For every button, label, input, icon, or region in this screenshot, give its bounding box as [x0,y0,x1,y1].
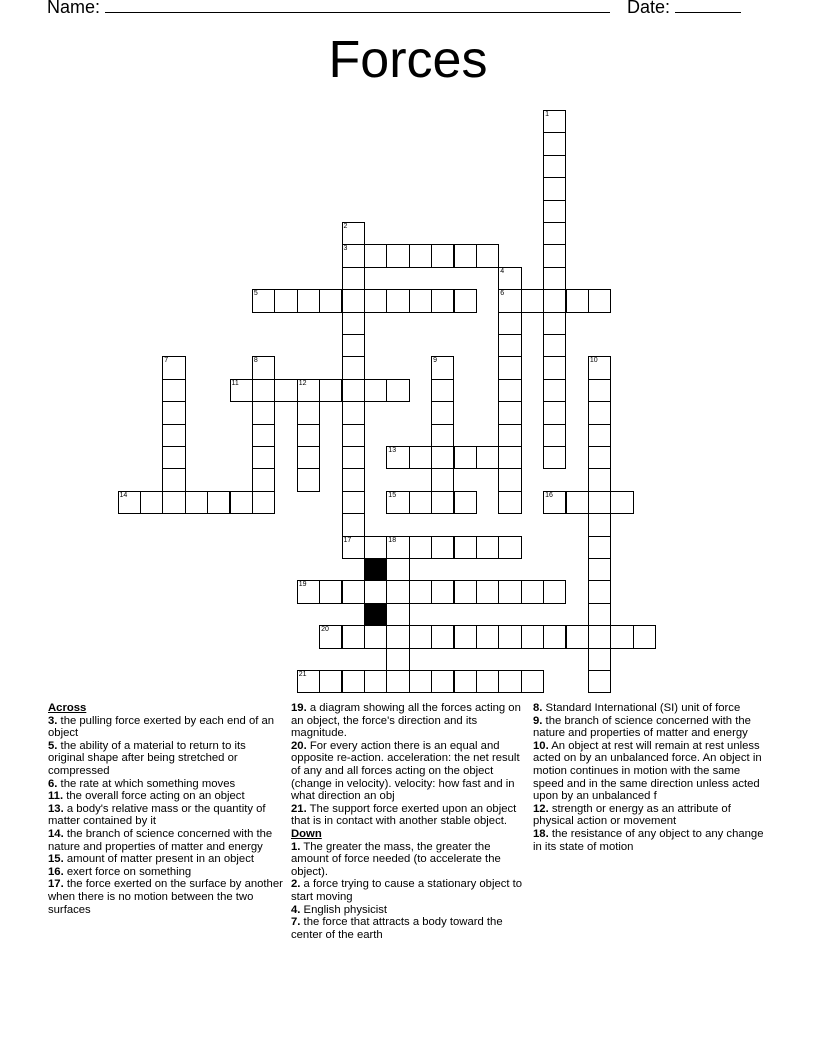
clue-item-text: English physicist [300,903,388,916]
crossword-cell[interactable] [543,625,566,648]
crossword-cell[interactable] [342,424,365,447]
crossword-cell[interactable] [498,356,521,379]
clue-item [533,803,769,828]
clue-number: 11 [231,379,239,387]
crossword-cell[interactable] [566,289,589,312]
clue-item [48,803,284,828]
crossword-cell[interactable] [342,379,365,402]
crossword-cell[interactable] [252,446,275,469]
crossword-cell[interactable] [498,312,521,335]
crossword-cell[interactable] [386,580,409,603]
crossword-cell[interactable] [476,580,499,603]
crossword-cell[interactable] [342,536,365,559]
name-field[interactable] [47,0,610,18]
crossword-cell[interactable] [162,491,185,514]
crossword-cell[interactable] [230,491,253,514]
crossword-cell[interactable] [431,244,454,267]
clue-item-number: 4. [291,903,301,916]
crossword-cell[interactable] [588,625,611,648]
clue-item-number: 8. [533,702,543,714]
crossword-cell[interactable] [252,356,275,379]
crossword-cell[interactable] [454,289,477,312]
crossword-cell[interactable] [297,379,320,402]
clue-item [291,878,527,903]
crossword-cell[interactable] [543,244,566,267]
crossword-cell[interactable] [588,670,611,693]
crossword-cell[interactable] [342,222,365,245]
crossword-cell[interactable] [498,625,521,648]
clue-item-number: 3. [48,714,58,727]
crossword-cell[interactable] [588,401,611,424]
crossword-cell[interactable] [454,670,477,693]
crossword-cell[interactable] [476,670,499,693]
crossword-cell[interactable] [543,491,566,514]
crossword-cell[interactable] [431,536,454,559]
crossword-cell[interactable] [409,289,432,312]
crossword-cell[interactable] [454,625,477,648]
crossword-cell[interactable] [386,625,409,648]
clue-item-number: 20. [291,739,307,752]
clue-number: 18 [388,536,397,544]
clue-item-text: exert force on something [63,865,192,878]
clue-item-number: 19. [291,702,307,714]
date-field[interactable] [627,0,741,18]
across-clue-list-continued [291,702,527,828]
crossword-cell[interactable] [409,491,432,514]
clue-item-number: 2. [291,878,301,891]
clue-number: 5 [253,290,258,298]
clue-item-text: Standard International (SI) unit of force [542,702,741,714]
crossword-cell[interactable] [543,424,566,447]
clue-item [48,790,284,803]
crossword-cell[interactable] [364,580,387,603]
crossword-cell[interactable] [319,670,342,693]
crossword-cell[interactable] [252,289,275,312]
down-clue-list [291,841,527,942]
crossword-cell[interactable] [342,289,365,312]
crossword-cell[interactable] [409,446,432,469]
clue-item-number: 10. [533,739,549,752]
crossword-cell[interactable] [588,446,611,469]
crossword-cell[interactable] [498,424,521,447]
crossword-cell[interactable] [543,155,566,178]
crossword-cell[interactable] [588,648,611,671]
crossword-cell[interactable] [364,670,387,693]
crossword-cell[interactable] [252,379,275,402]
crossword-cell[interactable] [498,379,521,402]
crossword-cell[interactable] [431,625,454,648]
clue-number: 1 [545,111,549,118]
clue-item-text: amount of matter present in an object [63,853,254,866]
crossword-cell[interactable] [610,625,633,648]
clue-item [291,803,527,828]
clue-number: 17 [343,536,352,544]
crossword-cell[interactable] [476,625,499,648]
crossword-cell[interactable] [543,446,566,469]
crossword-cell[interactable] [454,536,477,559]
crossword-cell[interactable] [498,289,521,312]
clue-item [291,740,527,803]
crossword-cell[interactable] [498,670,521,693]
crossword-cell[interactable] [454,244,477,267]
blocked-cell [364,603,387,626]
crossword-cell[interactable] [297,401,320,424]
date-label: Date: [627,0,671,17]
crossword-cell[interactable] [543,200,566,223]
clue-item-number: 11. [48,790,64,803]
crossword-cell[interactable] [409,670,432,693]
clue-number: 6 [500,290,505,298]
crossword-cell[interactable] [342,334,365,357]
crossword-cell[interactable] [454,580,477,603]
clue-item-number: 17. [48,878,64,891]
crossword-cell[interactable] [588,603,611,626]
clue-item-text: An object at rest will remain at rest unless acted on by an unbalanced force. An object in motion continues in motion with the same speed and in the same direction unless acted upon by an unbalanced f [533,739,762,803]
clues-column-1 [48,702,284,916]
clue-number: 19 [298,581,307,589]
crossword-cell[interactable] [588,536,611,559]
clue-item-text: a force trying to cause a stationary object to start moving [291,878,523,903]
clue-item-number: 14. [48,827,64,840]
crossword-cell[interactable] [162,446,185,469]
crossword-cell[interactable] [521,580,544,603]
crossword-cell[interactable] [431,401,454,424]
crossword-cell[interactable] [409,536,432,559]
crossword-cell[interactable] [431,491,454,514]
clue-item-number: 12. [533,802,549,815]
clue-number: 8 [253,357,258,365]
crossword-cell[interactable] [498,267,521,290]
clue-number: 3 [343,245,348,253]
clue-item-number: 13. [48,802,64,815]
crossword-cell[interactable] [543,110,566,133]
clue-item-number: 15. [48,853,64,866]
crossword-cell[interactable] [342,401,365,424]
crossword-cell[interactable] [162,468,185,491]
crossword-cell[interactable] [342,625,365,648]
crossword-cell[interactable] [162,356,185,379]
crossword-cell[interactable] [319,289,342,312]
crossword-cell[interactable] [498,580,521,603]
crossword-cell[interactable] [588,491,611,514]
crossword-cell[interactable] [342,356,365,379]
crossword-cell[interactable] [162,379,185,402]
clue-item [533,702,769,715]
clue-item [533,740,769,803]
crossword-cell[interactable] [185,491,208,514]
crossword-cell[interactable] [409,244,432,267]
crossword-cell[interactable] [633,625,656,648]
clues-column-2 [291,702,527,941]
clue-item-number: 9. [533,714,543,727]
crossword-cell[interactable] [588,468,611,491]
clue-item-text: a diagram showing all the forces acting on an object, the force's direction and its magnitude. [291,702,521,740]
crossword-cell[interactable] [476,536,499,559]
clue-item [291,702,527,740]
clue-item [291,841,527,879]
blocked-cell [364,558,387,581]
clue-number: 2 [343,223,348,230]
name-label: Name: [47,0,101,17]
crossword-cell[interactable] [297,580,320,603]
crossword-cell[interactable] [319,379,342,402]
crossword-cell[interactable] [588,558,611,581]
clue-number: 10 [589,357,598,365]
clues-column-3 [533,702,769,853]
clue-number: 4 [500,267,505,275]
clue-item-text: a body's relative mass or the quantity of matter contained by it [48,802,266,828]
clue-item-number: 5. [48,739,58,752]
crossword-cell[interactable] [431,379,454,402]
clue-item-text: the rate at which something moves [57,777,236,790]
crossword-cell[interactable] [342,267,365,290]
clue-item-text: the resistance of any object to any change in its state of motion [533,827,764,853]
crossword-cell[interactable] [566,625,589,648]
across-heading: Across [48,702,87,714]
crossword-cell[interactable] [230,379,253,402]
clue-item [291,916,527,941]
crossword-cell[interactable] [364,289,387,312]
crossword-cell[interactable] [409,580,432,603]
clue-item-text: the pulling force exerted by each end of an object [48,714,275,740]
crossword-cell[interactable] [364,625,387,648]
clue-number: 21 [298,671,307,678]
crossword-cell[interactable] [543,177,566,200]
crossword-cell[interactable] [543,222,566,245]
crossword-cell[interactable] [252,468,275,491]
clue-item-number: 21. [291,802,307,815]
clue-item [48,853,284,866]
clue-number: 9 [433,357,437,365]
crossword-cell[interactable] [140,491,163,514]
clue-number: 16 [545,491,553,499]
crossword-cell[interactable] [431,580,454,603]
crossword-cell[interactable] [543,334,566,357]
clue-item [48,740,284,778]
crossword-cell[interactable] [386,558,409,581]
crossword-cell[interactable] [498,334,521,357]
clue-item-number: 7. [291,916,301,929]
crossword-cell[interactable] [252,401,275,424]
crossword-cell[interactable] [431,670,454,693]
clue-item [48,866,284,879]
clue-number: 15 [388,491,397,499]
crossword-cell[interactable] [252,491,275,514]
crossword-cell[interactable] [297,670,320,693]
clue-item [48,778,284,791]
clue-number: 20 [321,626,329,634]
crossword-cell[interactable] [297,468,320,491]
clue-item-number: 18. [533,827,549,840]
crossword-cell[interactable] [342,580,365,603]
crossword-cell[interactable] [364,536,387,559]
crossword-cell[interactable] [566,491,589,514]
clue-item [48,828,284,853]
crossword-cell[interactable] [476,244,499,267]
crossword-cell[interactable] [386,244,409,267]
crossword-cell[interactable] [274,379,297,402]
crossword-cell[interactable] [543,580,566,603]
crossword-cell[interactable] [498,468,521,491]
crossword-cell[interactable] [386,536,409,559]
clue-item-number: 6. [48,777,58,790]
crossword-cell[interactable] [498,401,521,424]
crossword-cell[interactable] [476,446,499,469]
across-clue-list [48,715,284,917]
crossword-cell[interactable] [297,424,320,447]
crossword-cell[interactable] [297,289,320,312]
crossword-cell[interactable] [431,468,454,491]
name-blank-line[interactable] [105,0,610,13]
crossword-cell[interactable] [543,356,566,379]
clue-item [533,828,769,853]
crossword-cell[interactable] [342,244,365,267]
crossword-cell[interactable] [342,446,365,469]
clue-number: 13 [388,447,397,454]
crossword-cell[interactable] [431,446,454,469]
clue-number: 12 [298,379,307,387]
clue-number: 7 [164,357,169,365]
crossword-cell[interactable] [342,513,365,536]
crossword-cell[interactable] [543,379,566,402]
clue-item-text: The support force exerted upon an object that is in contact with another stable object. [291,802,517,828]
page-title: Forces [328,31,488,89]
down-heading: Down [291,827,322,840]
crossword-cell[interactable] [342,312,365,335]
clue-item-text: the force that attracts a body toward the center of the earth [291,916,503,941]
clue-item-text: For every action there is an equal and opposite re-action. acceleration: the net result of any and all forces acting on the object (change in velocity). velocity: how fast and in what direction an obj [291,739,520,803]
clue-item-text: the force exerted on the surface by another when there is no motion between the two surfaces [48,878,283,916]
crossword-cell[interactable] [409,625,432,648]
clue-item [291,904,527,917]
clue-item-text: The greater the mass, the greater the amount of force needed (to accelerate the object). [291,840,501,878]
crossword-cell[interactable] [162,401,185,424]
crossword-cell[interactable] [588,356,611,379]
crossword-cell[interactable] [274,289,297,312]
crossword-cell[interactable] [319,625,342,648]
crossword-cell[interactable] [543,401,566,424]
crossword-cell[interactable] [454,446,477,469]
date-blank-line[interactable] [675,0,741,13]
crossword-cell[interactable] [342,468,365,491]
crossword-cell[interactable] [386,603,409,626]
crossword-cell[interactable] [431,289,454,312]
crossword-cell[interactable] [498,491,521,514]
crossword-cell[interactable] [386,446,409,469]
clue-item-text: the branch of science concerned with the nature and properties of matter and energy [48,827,273,853]
clue-number: 14 [119,491,128,499]
crossword-cell[interactable] [386,648,409,671]
crossword-cell[interactable] [319,580,342,603]
crossword-cell[interactable] [521,289,544,312]
crossword-cell[interactable] [498,446,521,469]
clue-item-text: the ability of a material to return to its original shape after being stretched or compressed [48,739,246,777]
crossword-cell[interactable] [118,491,141,514]
crossword-cell[interactable] [543,312,566,335]
clue-item-number: 16. [48,865,64,878]
crossword-cell[interactable] [498,536,521,559]
crossword-cell[interactable] [297,446,320,469]
crossword-cell[interactable] [431,356,454,379]
crossword-cell[interactable] [252,424,275,447]
crossword-cell[interactable] [588,513,611,536]
clue-item [533,715,769,740]
clue-item [48,878,284,916]
crossword-cell[interactable] [386,379,409,402]
crossword-cell[interactable] [588,379,611,402]
clue-item-number: 1. [291,840,301,853]
crossword-cell[interactable] [364,244,387,267]
crossword-cell[interactable] [431,424,454,447]
clue-item [48,715,284,740]
crossword-cell[interactable] [364,379,387,402]
clue-item-text: the branch of science concerned with the nature and properties of matter and energy [533,714,751,740]
crossword-cell[interactable] [543,132,566,155]
crossword-cell[interactable] [588,580,611,603]
crossword-cell[interactable] [386,670,409,693]
crossword-cell[interactable] [543,267,566,290]
crossword-cell[interactable] [386,491,409,514]
crossword-cell[interactable] [521,625,544,648]
crossword-cell[interactable] [386,289,409,312]
crossword-cell[interactable] [162,424,185,447]
crossword-cell[interactable] [342,491,365,514]
crossword-cell[interactable] [207,491,230,514]
clue-item-text: strength or energy as an attribute of physical action or movement [533,802,731,828]
crossword-cell[interactable] [588,424,611,447]
crossword-cell[interactable] [342,670,365,693]
crossword-cell[interactable] [454,491,477,514]
down-clue-list-continued [533,702,769,853]
clue-item-text: the overall force acting on an object [63,790,245,803]
crossword-cell[interactable] [610,491,633,514]
crossword-cell[interactable] [588,289,611,312]
crossword-cell[interactable] [543,289,566,312]
crossword-cell[interactable] [521,670,544,693]
